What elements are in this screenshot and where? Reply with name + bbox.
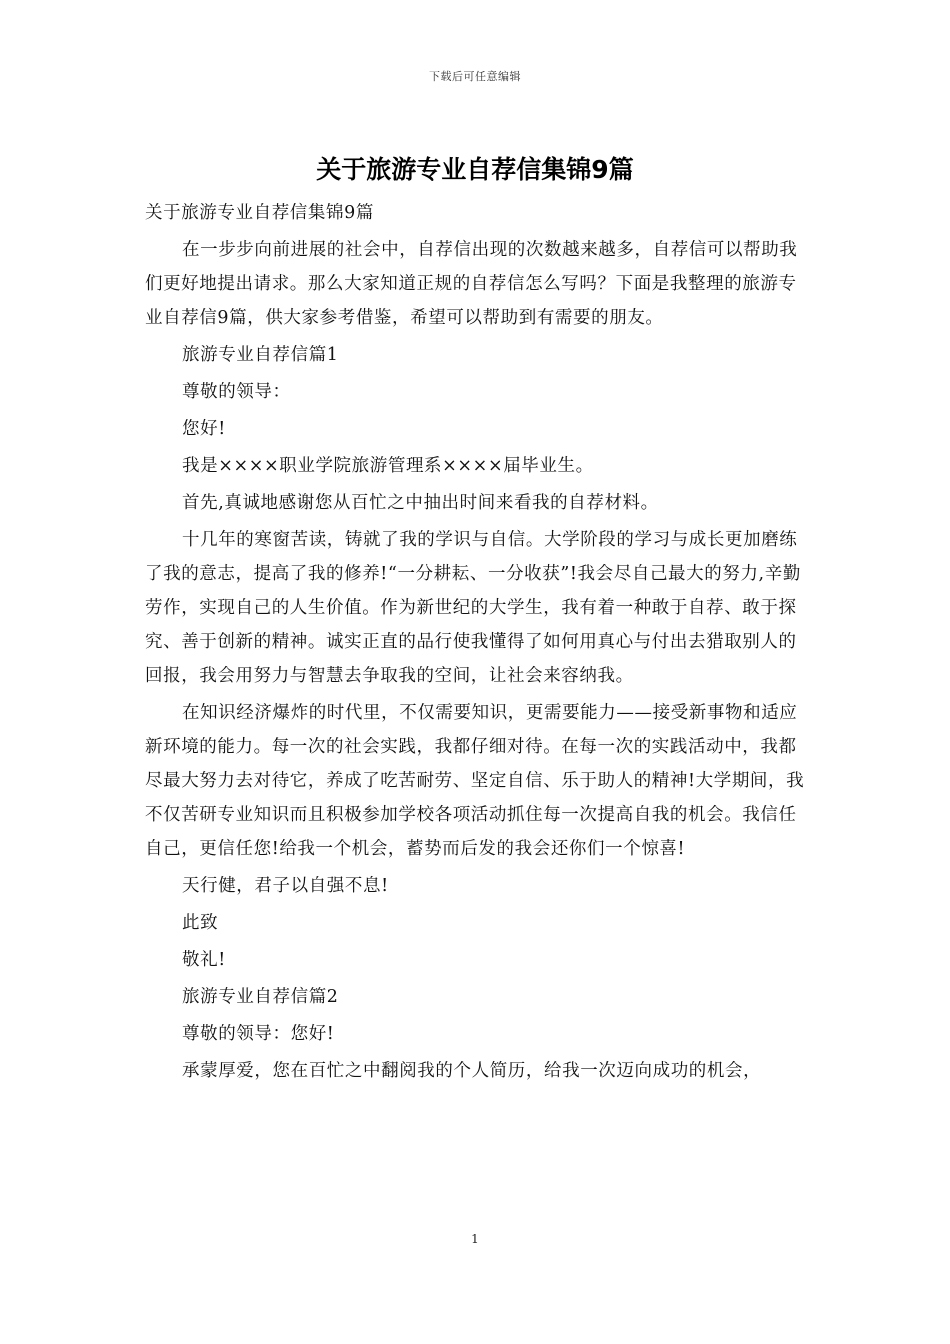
closing-line-2: 敬礼! [182,950,226,970]
paragraph-ability: 在知识经济爆炸的时代里，不仅需要知识，更需要能力——接受新事物和适应新环境的能力。每一次的社会实践，我都仔细对待。在每一次的实践活动中，我都尽最大努力去对待它，养成了吃苦耐劳、坚定自信、乐于助人的精神!大学期间，我不仅苦研专业知识而且积极参加学校各项活动抓住每一次提高自我的机会。我信任自己，更信任您!给我一个机会，蓄势而后发的我会还你们一个惊喜! [145,703,805,859]
salutation-2: 尊敬的领导：您好! [182,1024,335,1044]
document-body [145,196,807,1091]
salutation: 尊敬的领导： [182,382,291,402]
greeting: 您好! [182,419,226,439]
paragraph-letter-2-start: 承蒙厚爱，您在百忙之中翻阅我的个人简历，给我一次迈向成功的机会， [182,1061,762,1081]
paragraph-motto: 天行健，君子以自强不息! [182,876,389,896]
document-title: 关于旅游专业自荐信集锦9篇 [316,155,634,184]
paragraph-thanks: 首先,真诚地感谢您从百忙之中抽出时间来看我的自荐材料。 [182,493,659,513]
header-note: 下载后可任意编辑 [429,70,521,83]
document-subtitle: 关于旅游专业自荐信集锦9篇 [145,203,374,223]
section-heading-letter-2: 旅游专业自荐信篇2 [182,987,339,1007]
paragraph-study: 十几年的寒窗苦读，铸就了我的学识与自信。大学阶段的学习与成长更加磨练了我的意志，提高了我的修养!“一分耕耘、一分收获”!我会尽自己最大的努力,辛勤劳作，实现自己的人生价值。作为新世纪的大学生，我有着一种敢于自荐、敢于探究、善于创新的精神。诚实正直的品行使我懂得了如何用真心与付出去猎取别人的回报，我会用努力与智慧去争取我的空间，让社会来容纳我。 [145,530,801,686]
paragraph-self-intro: 我是××××职业学院旅游管理系××××届毕业生。 [182,456,594,476]
section-heading-letter-1: 旅游专业自荐信篇1 [182,345,339,365]
closing-line-1: 此致 [182,913,219,933]
page-number: 1 [471,1232,479,1246]
paragraph-intro: 在一步步向前进展的社会中，自荐信出现的次数越来越多，自荐信可以帮助我们更好地提出请求。那么大家知道正规的自荐信怎么写吗？下面是我整理的旅游专业自荐信9篇，供大家参考借鉴，希望可以帮助到有需要的朋友。 [145,240,798,328]
